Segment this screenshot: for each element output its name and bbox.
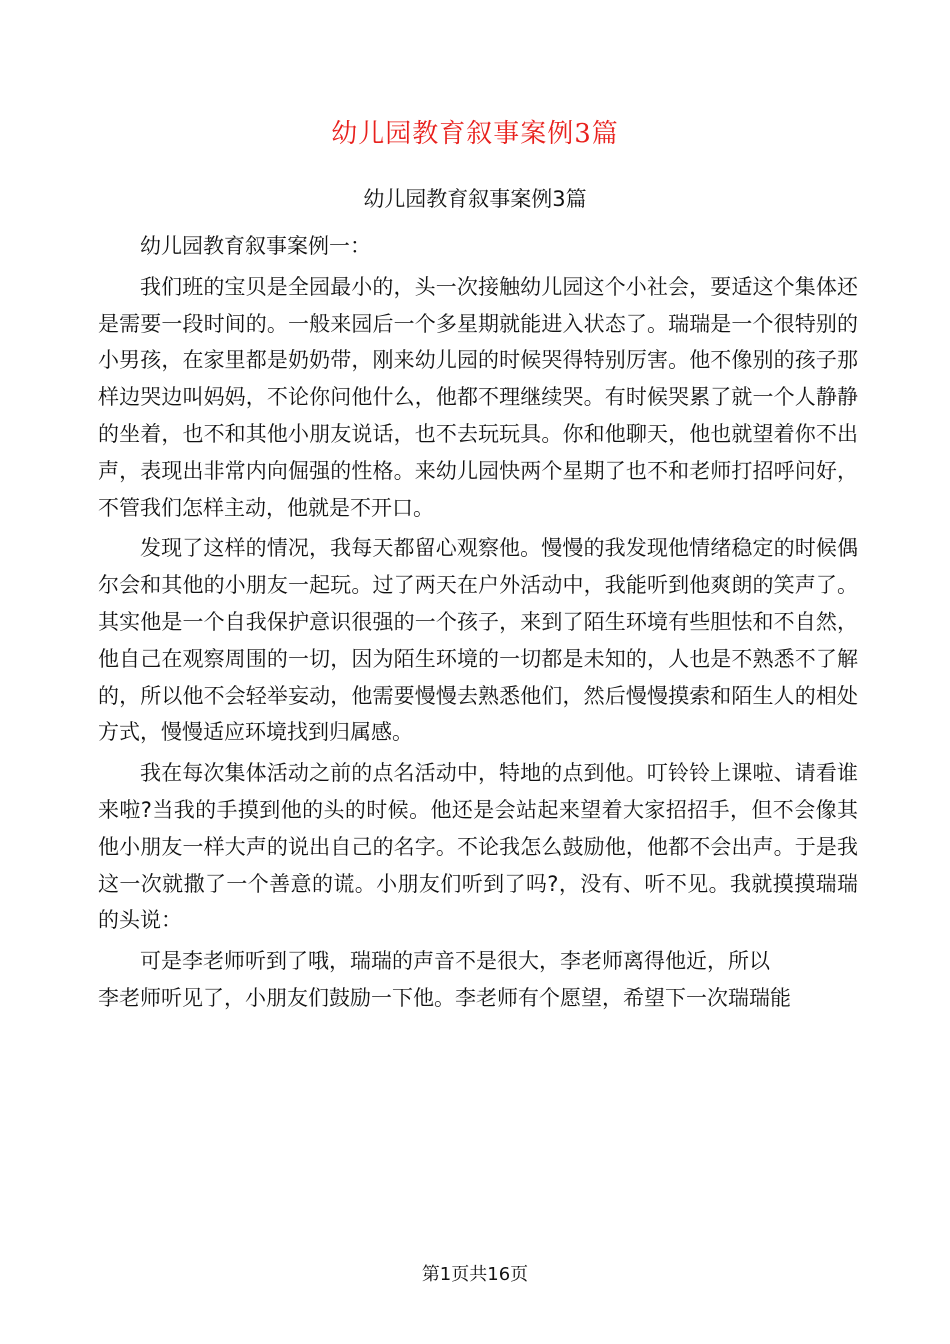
document-title: 幼儿园教育叙事案例3篇 [331, 119, 619, 149]
section-heading: 幼儿园教育叙事案例一： [140, 234, 371, 258]
document-body [98, 228, 858, 1017]
paragraph: 可是李老师听到了哦，瑞瑞的声音不是很大，李老师离得他近，所以 [140, 949, 770, 974]
paragraph: 我在每次集体活动之前的点名活动中，特地的点到他。叮铃铃上课啦、请看谁来啦?当我的手摸到他的头的时候。他还是会站起来望着大家招招手，但不会像其他小朋友一样大声的说出自己的名字。不论我怎么鼓励他，他都不会出声。于是我这一次就撒了一个善意的谎。小朋友们听到了吗?，没有、听不见。我就摸摸瑞瑞的头说： [98, 761, 858, 933]
document-subtitle: 幼儿园教育叙事案例3篇 [363, 187, 587, 211]
paragraph: 李老师听见了，小朋友们鼓励一下他。李老师有个愿望，希望下一次瑞瑞能 [98, 985, 791, 1010]
page-number: 第1页共16页 [421, 1264, 529, 1285]
paragraph: 我们班的宝贝是全园最小的，头一次接触幼儿园这个小社会，要适这个集体还是需要一段时间的。一般来园后一个多星期就能进入状态了。瑞瑞是一个很特别的小男孩，在家里都是奶奶带，刚来幼儿园的时候哭得特别厉害。他不像别的孩子那样边哭边叫妈妈，不论你问他什么，他都不理继续哭。有时候哭累了就一个人静静的坐着，也不和其他小朋友说话，也不去玩玩具。你和他聊天，他也就望着你不出声，表现出非常内向倔强的性格。来幼儿园快两个星期了也不和老师打招呼问好，不管我们怎样主动，他就是不开口。 [98, 274, 858, 520]
paragraph: 发现了这样的情况，我每天都留心观察他。慢慢的我发现他情绪稳定的时候偶尔会和其他的小朋友一起玩。过了两天在户外活动中，我能听到他爽朗的笑声了。其实他是一个自我保护意识很强的一个孩子，来到了陌生环境有些胆怯和不自然，他自己在观察周围的一切，因为陌生环境的一切都是未知的，人也是不熟悉不了解的，所以他不会轻举妄动，他需要慢慢去熟悉他们，然后慢慢摸索和陌生人的相处方式，慢慢适应环境找到归属感。 [98, 536, 858, 745]
